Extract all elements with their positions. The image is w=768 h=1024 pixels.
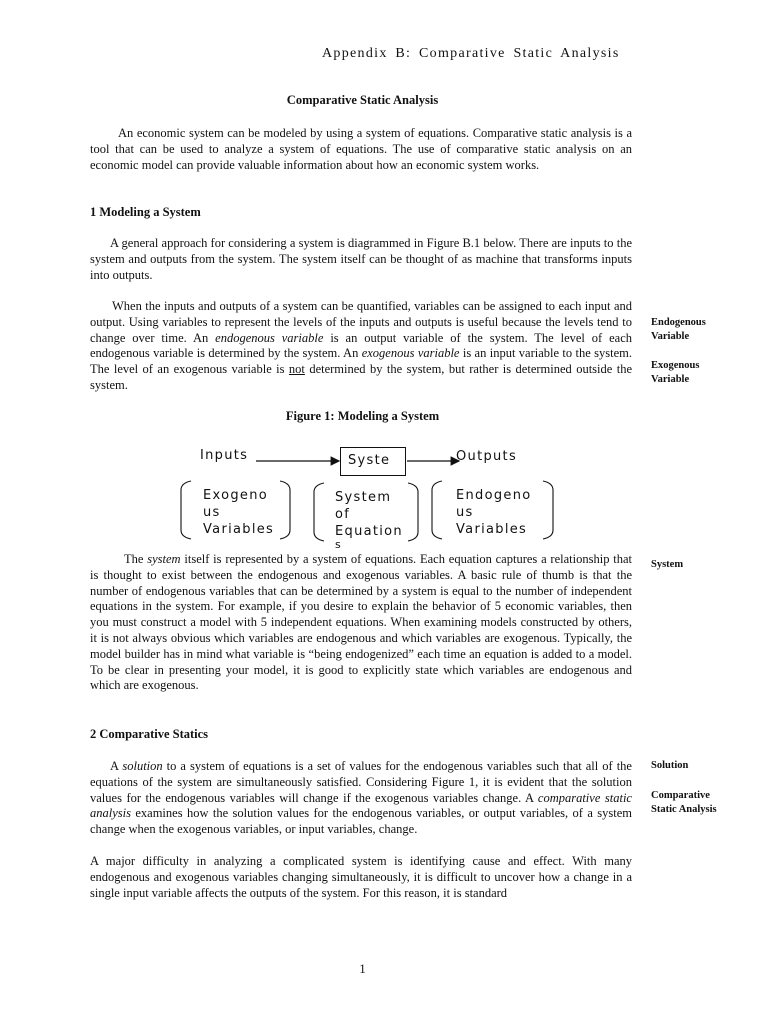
margin-note-line: Static Analysis [651, 804, 717, 815]
figure-system-of-equations [335, 489, 403, 550]
section2-paragraph-1 [90, 759, 632, 838]
text-run: is an output variable of the system. The level of each endogenous variable is determined by the system. An [90, 330, 632, 361]
exogenous-left-paren [181, 481, 191, 539]
figure-text-line: Equation [335, 524, 403, 539]
figure-text-line: System [335, 490, 392, 505]
figure-outputs-label: Outputs [456, 449, 518, 464]
figure-text-line: s [335, 538, 343, 551]
endogenous-left-paren [432, 481, 442, 539]
section1-paragraph-1: A general approach for considering a system is diagrammed in Figure B.1 below. There are inputs to the system and outputs from the system. The system itself can be thought of as machine that transforms inputs into outputs. [90, 236, 632, 282]
system-paragraph [90, 552, 632, 694]
figure-text-line: us [203, 505, 221, 520]
figure-system-box-label: Syste [348, 453, 391, 468]
text-run: examines how the solution values for the endogenous variables, or output variables, of a system change when the exogenous variables, or input variables, change. [90, 806, 632, 837]
system-left-paren [314, 483, 324, 541]
term-exogenous-variable: exogenous variable [361, 346, 460, 361]
term-solution: solution [122, 759, 163, 773]
document-title: Comparative Static Analysis [286, 93, 439, 107]
section2-heading: 2 Comparative Statics [90, 727, 209, 741]
figure-text-line: Variables [456, 522, 528, 537]
figure-text-line: Exogeno [203, 488, 269, 503]
figure-inputs-label: Inputs [200, 448, 249, 463]
term-system: system [147, 552, 181, 566]
page-number: 1 [359, 961, 366, 976]
margin-note-line: Exogenous [651, 360, 700, 371]
margin-note-line: Variable [651, 374, 690, 385]
figure-text-line: us [456, 505, 474, 520]
figure-text-line: Endogeno [456, 488, 532, 503]
term-endogenous-variable: endogenous variable [215, 330, 324, 345]
text-run: itself is represented by a system of equations. Each equation captures a relationship that is thought to exist between the endogenous and exogenous variables. A basic rule of thumb is that the number of endogenous variables that can be determined by a system is equal to the number of independent equations in the system. For example, if you desire to explain the behavior of 5 economic variables, then you must construct a model with 5 independent equations. When examining models constructed by others, it is not always obvious which variables are endogenous and which variables are exogenous. Typically, the model builder has in mind what variable is “being endogenized” each time an equation is added to a model. To be clear in presenting your model, it is good to explicitly state which variables are endogenous and which are exogenous. [90, 552, 632, 693]
text-run: The [124, 552, 148, 566]
margin-note-line: Endogenous [651, 317, 706, 328]
figure-text-line: Variables [203, 522, 275, 537]
figure-endogenous-variables [456, 487, 532, 538]
text-run: is an input variable to the system. The level of an exogenous variable is [90, 346, 632, 377]
system-right-paren [408, 483, 418, 541]
margin-note-system: System [651, 559, 684, 570]
margin-note-comparative [651, 789, 751, 817]
section1-heading: 1 Modeling a System [90, 205, 201, 219]
term-comparative-static-analysis: comparative static analysis [90, 790, 632, 821]
text-run: determined by the system, but rather is determined outside the system. [90, 362, 632, 392]
endogenous-right-paren [543, 481, 553, 539]
figure-text-line: of [335, 507, 351, 522]
text-run: A [110, 759, 123, 773]
margin-note-line: Comparative [651, 790, 710, 801]
section2-paragraph-2: A major difficulty in analyzing a complicated system is identifying cause and effect. With many endogenous and exogenous variables changing simultaneously, it is difficult to uncover how a change in a single input variable affects the outputs of the system. For this reason, it is standard [90, 854, 632, 900]
figure-exogenous-variables [203, 487, 274, 538]
text-run: to a system of equations is a set of values for the endogenous variables such that all of the equations of the system are simultaneously satisfied. Considering Figure 1, it is evident that the solution values for the endogenous variables will change if the exogenous variables change. A [90, 759, 632, 805]
exogenous-right-paren [280, 481, 290, 539]
margin-note-line: Variable [651, 331, 690, 342]
underlined-not: not [288, 362, 305, 377]
intro-paragraph: An economic system can be modeled by using a system of equations. Comparative static analysis is a tool that can be used to analyze a system of equations. The use of comparative static analysis on an economic model can provide valuable information about how an economic system works. [90, 126, 632, 172]
text-run: When the inputs and outputs of a system can be quantified, variables can be assigned to each input and output. Using variables to represent the levels of the inputs and outputs is useful because the levels tend to change over time. An [90, 299, 632, 345]
running-header: Appendix B: Comparative Static Analysis [322, 46, 620, 61]
figure-title: Figure 1: Modeling a System [285, 409, 440, 423]
margin-note-solution: Solution [651, 760, 689, 771]
